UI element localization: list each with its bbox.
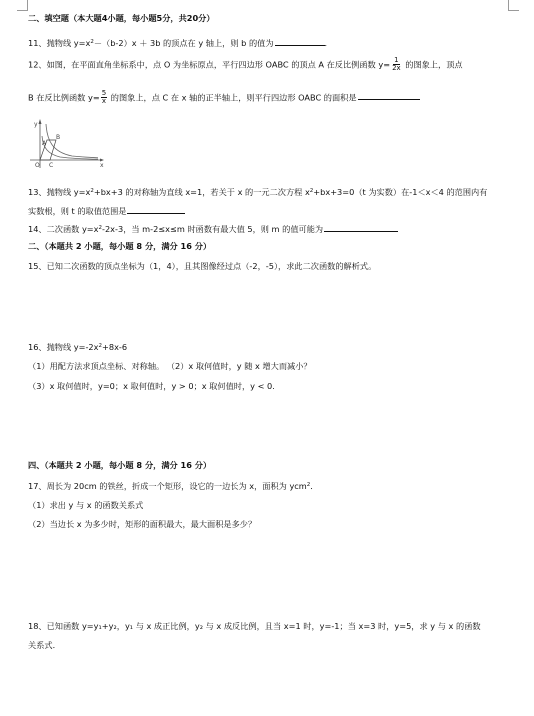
- q12-line2-b: 的图象上，点 C 在 x 轴的正半轴上，则平行四边形 OABC 的面积是: [110, 92, 357, 103]
- q12-func2-eq: =: [92, 92, 100, 103]
- question-14: [28, 223, 398, 234]
- q12-fraction-1: [391, 57, 402, 73]
- q12-answer-blank[interactable]: [358, 91, 420, 100]
- q12-func1-y: y: [378, 59, 384, 70]
- q12-func2-numerator: 5: [101, 89, 107, 97]
- origin-label: O: [35, 162, 40, 169]
- question-11: [28, 37, 333, 48]
- question-13-line1: [28, 187, 487, 197]
- crop-mark-top-right: [508, 0, 519, 11]
- q16-exponent: 2: [98, 343, 102, 349]
- q17-exponent: 2: [306, 482, 311, 488]
- q14-text-b: -2x-3，当 m-2≤x≤m 时函数有最大值 5，则 m 的值可能为: [102, 224, 324, 234]
- section-title-part-2: 二、（本题共 2 小题，每小题 8 分，满分 16 分）: [28, 241, 212, 251]
- q13-exponent-1: 2: [90, 188, 94, 194]
- q13-text-c: +bx+3=0（t 为实数）在-1＜x＜4 的范围内有: [313, 187, 488, 197]
- q13-answer-blank[interactable]: [127, 205, 185, 214]
- q12-func2-y: y: [87, 92, 93, 103]
- q12-coordinate-graph: [26, 116, 106, 170]
- q12-func1-denominator: 2x: [392, 64, 401, 73]
- question-17: [28, 481, 318, 491]
- q16-title-b: +8x-6: [102, 342, 128, 352]
- point-c-label: C: [49, 162, 54, 169]
- q13-text-a: 13、抛物线 y=x: [28, 187, 91, 197]
- y-axis-arrow-icon: [39, 119, 42, 124]
- x-axis-label: x: [100, 162, 104, 169]
- question-18-line2: 关系式．: [28, 640, 61, 650]
- q12-text-a: 12、如图，在平面直角坐标系中，点 O 为坐标原点，平行四边形 OABC 的顶点 A 在反比例函数: [28, 59, 376, 70]
- q12-func1-numerator: 1: [394, 56, 399, 64]
- question-12-line1: [28, 57, 463, 73]
- q13-text-b: +bx+3 的对称轴为直线 x=1，若关于 x 的一元二次方程 x: [93, 187, 310, 197]
- q12-fraction-2: [101, 90, 107, 106]
- question-16-title: [28, 342, 127, 352]
- q11-exponent: 2: [90, 39, 94, 45]
- q11-text-a: 11、抛物线 y=x: [28, 38, 91, 48]
- section-title-fill-in: 二、填空题（本大题4小题，每小题5分，共20分）: [28, 13, 215, 23]
- curve-y-5-over-x: [46, 124, 98, 158]
- q14-answer-blank[interactable]: [324, 223, 398, 232]
- question-17-part-2: （2）当边长 x 为多少时，矩形的面积最大，最大面积是多少？: [28, 519, 257, 529]
- crop-mark-top-left: [17, 0, 28, 11]
- q11-text-b: －（b-2）x ＋ 3b 的顶点在 y 轴上，则 b 的值为: [93, 38, 274, 48]
- y-axis-label: y: [34, 121, 38, 128]
- question-12-line2: [28, 90, 420, 106]
- question-15: 15、已知二次函数的顶点坐标为（1，4），且其图像经过点（-2，-5），求此二次函数的解析式。: [28, 261, 377, 271]
- q17-text-a: 17、周长为 20cm 的铁丝，折成一个矩形，设它的一边长为 x，面积为 ycm: [28, 481, 307, 491]
- q12-line2-a: B 在反比例函数: [28, 92, 86, 103]
- q13-line2: 实数根，则 t 的取值范围是: [28, 206, 127, 216]
- q14-text-a: 14、二次函数 y=x: [28, 224, 99, 234]
- q11-answer-blank[interactable]: [275, 37, 325, 46]
- question-16-part-3: （3）x 取何值时，y=0；x 取何值时，y > 0；x 取何值时，y < 0.: [28, 381, 275, 391]
- point-a-label: A: [42, 140, 47, 147]
- q12-text-b: 的图象上，顶点: [405, 59, 463, 70]
- question-18-line1: 18、已知函数 y=y₁+y₂，y₁ 与 x 成正比例，y₂ 与 x 成反比例，且当 x=1 时，y=-1；当 x=3 时，y=5，求 y 与 x 的函数: [28, 621, 481, 631]
- q11-end: ．: [324, 38, 333, 48]
- q12-func1-eq: =: [383, 59, 391, 70]
- q17-text-b: ．: [310, 481, 319, 491]
- q14-exponent: 2: [98, 225, 103, 231]
- question-13-line2: [28, 205, 185, 216]
- q12-figure: [26, 116, 106, 170]
- question-17-part-1: （1）求出 y 与 x 的函数关系式: [28, 500, 144, 510]
- point-b-label: B: [56, 134, 61, 141]
- question-16-parts-1-2: （1）用配方法求顶点坐标、对称轴。 （2）x 取何值时，y 随 x 增大而减小？: [28, 361, 312, 371]
- section-title-part-4: 四、（本题共 2 小题，每小题 8 分，满分 16 分）: [28, 460, 212, 470]
- q12-func2-denominator: x: [101, 97, 107, 106]
- q13-exponent-2: 2: [309, 188, 314, 194]
- q16-title-a: 16、抛物线 y=-2x: [28, 342, 99, 352]
